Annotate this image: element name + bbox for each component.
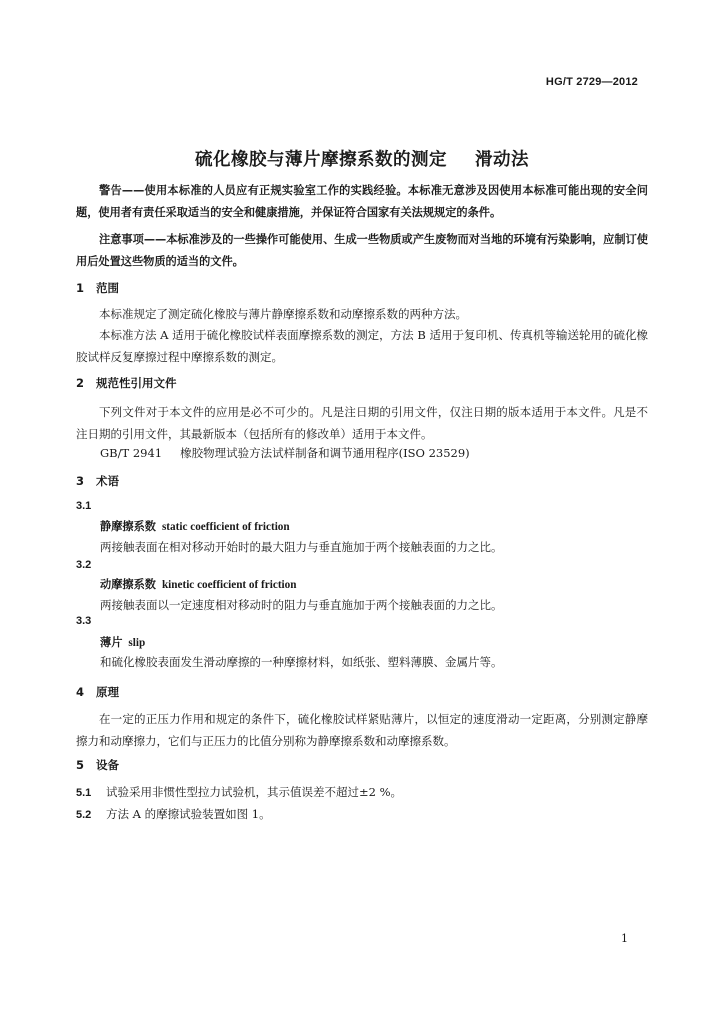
scope-paragraph-1: 本标准规定了测定硫化橡胶与薄片静摩擦系数和动摩擦系数的两种方法。 [99,307,467,321]
reference-entry [100,445,470,461]
term-title: 薄片 slip [100,636,146,649]
title-main: 硫化橡胶与薄片摩擦系数的测定 [195,150,447,170]
reference-title: 橡胶物理试验方法试样制备和调节通用程序(ISO 23529) [180,446,470,460]
term-number: 3.1 [76,500,92,512]
term-definition: 两接触表面在相对移动开始时的最大阻力与垂直施加于两个接触表面的力之比。 [100,540,503,554]
section-heading-apparatus: 5 设备 [76,758,119,772]
section-heading-scope: 1 范围 [76,281,119,295]
principle-paragraph: 在一定的正压力作用和规定的条件下，硫化橡胶试样紧贴薄片，以恒定的速度滑动一定距离，分别测定静摩擦力和动摩擦力，它们与正压力的比值分别称为静摩擦系数和动摩擦系数。 [76,712,648,748]
term-number: 3.3 [76,615,92,627]
standard-code: HG/T 2729—2012 [545,76,638,88]
reference-code: GB/T 2941 [100,446,163,460]
caution-paragraph: 注意事项——本标准涉及的一些操作可能使用、生成一些物质或产生废物而对当地的环境有污染影响，应制订使用后处置这些物质的适当的文件。 [76,233,648,268]
term-definition: 两接触表面以一定速度相对移动时的阻力与垂直施加于两个接触表面的力之比。 [100,598,503,612]
section-heading-principle: 4 原理 [76,685,119,699]
title-sub: 滑动法 [475,150,529,170]
section-heading-normative-references: 2 规范性引用文件 [76,376,177,390]
apparatus-item: 5.2 方法 A 的摩擦试验装置如图 1。 [76,807,271,821]
term-title: 动摩擦系数 kinetic coefficient of friction [100,578,297,591]
term-definition: 和硫化橡胶表面发生滑动摩擦的一种摩擦材料，如纸张、塑料薄膜、金属片等。 [100,655,503,669]
term-title: 静摩擦系数 static coefficient of friction [100,520,290,533]
page-title [0,146,724,171]
page-number: 1 [621,932,628,945]
apparatus-item: 5.1 试验采用非惯性型拉力试验机，其示值误差不超过±2 %。 [76,785,403,799]
term-number: 3.2 [76,559,92,571]
warning-paragraph: 警告——使用本标准的人员应有正规实验室工作的实践经验。本标准无意涉及因使用本标准可能出现的安全问题，使用者有责任采取适当的安全和健康措施，并保证符合国家有关法规规定的条件。 [76,184,648,219]
references-paragraph: 下列文件对于本文件的应用是必不可少的。凡是注日期的引用文件，仅注日期的版本适用于本文件。凡是不注日期的引用文件，其最新版本（包括所有的修改单）适用于本文件。 [76,405,648,441]
section-heading-terms: 3 术语 [76,474,119,488]
scope-paragraph-2: 本标准方法 A 适用于硫化橡胶试样表面摩擦系数的测定，方法 B 适用于复印机、传真机等输送轮用的硫化橡胶试样反复摩擦过程中摩擦系数的测定。 [76,328,648,364]
